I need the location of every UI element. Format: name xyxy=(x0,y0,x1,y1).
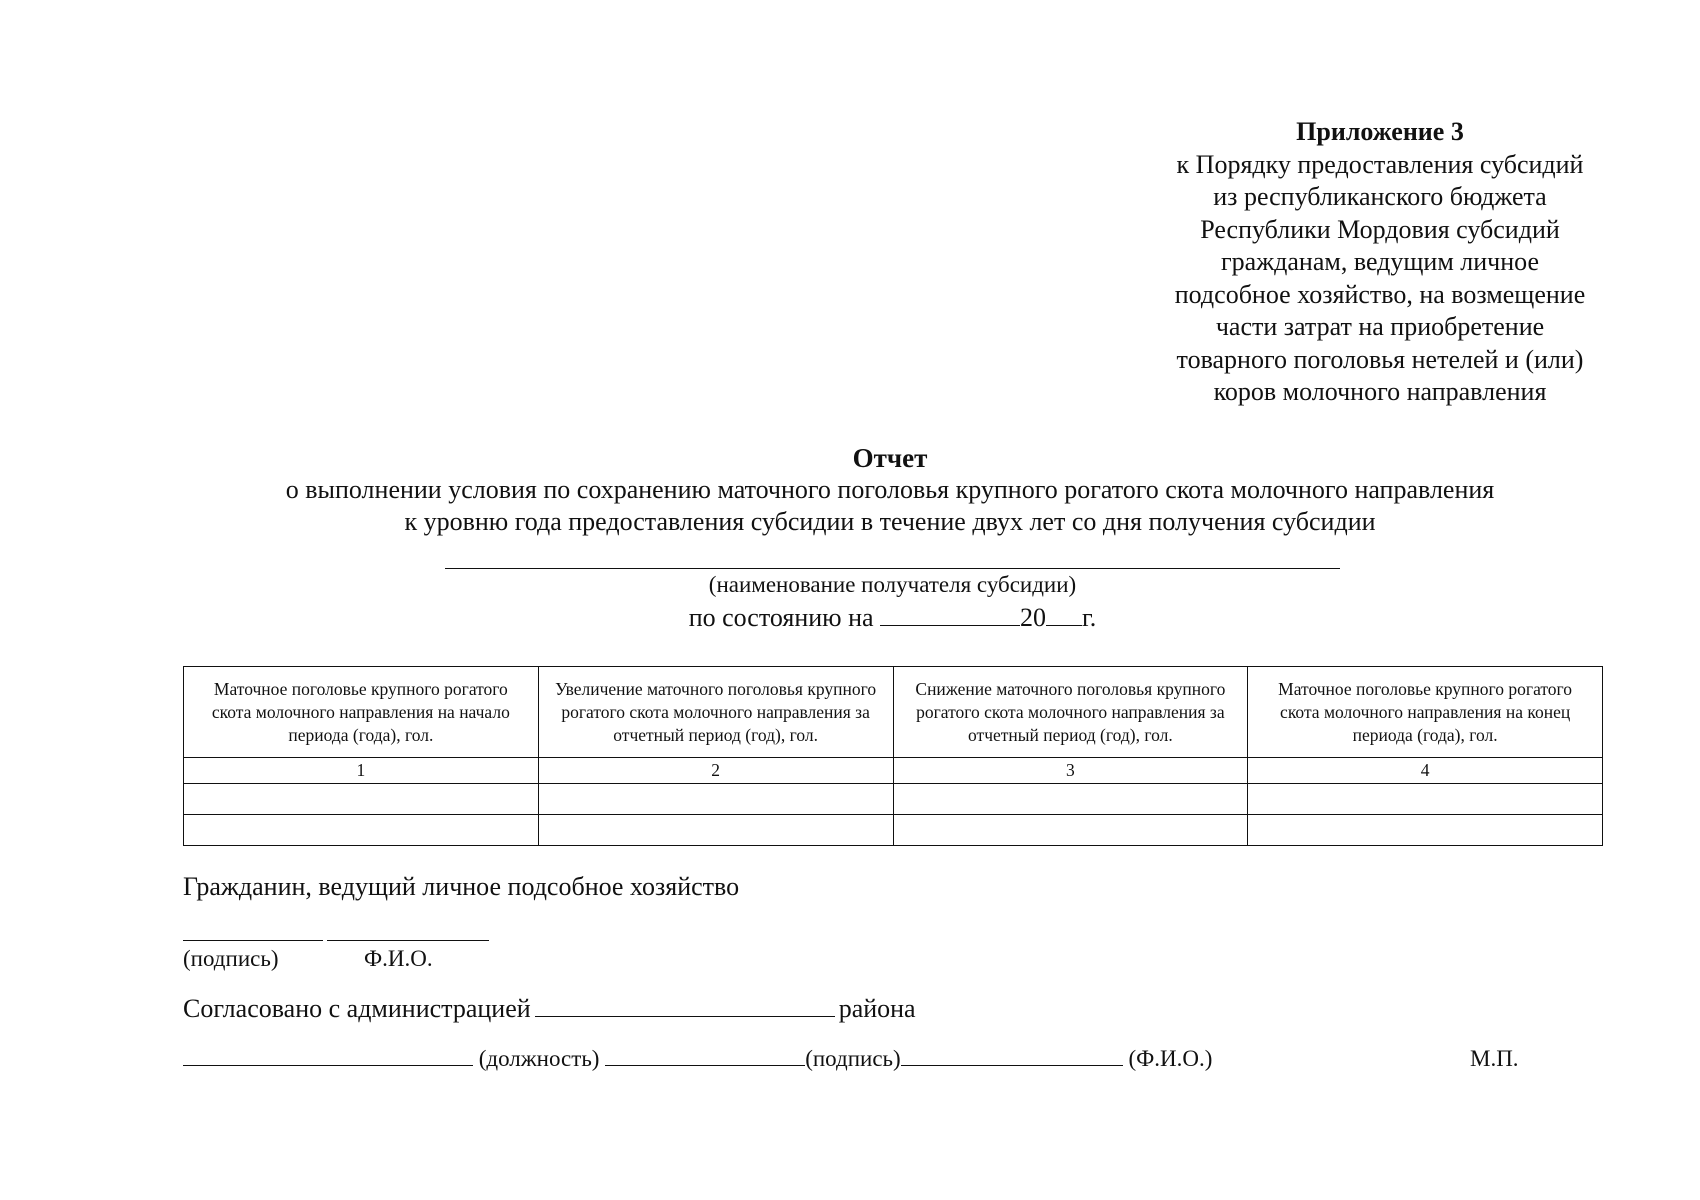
table-cell[interactable] xyxy=(538,784,893,815)
citizen-signature-line[interactable] xyxy=(183,940,323,941)
table-cell[interactable] xyxy=(1248,784,1603,815)
table-cell[interactable] xyxy=(893,815,1248,846)
position-caption: (должность) xyxy=(478,1046,600,1071)
agreement-row xyxy=(183,994,916,1024)
column-header: Маточное поголовье крупного рогатого скота молочного направления на начало периода (года), гол. xyxy=(184,667,539,758)
table-row xyxy=(184,784,1603,815)
column-header: Маточное поголовье крупного рогатого скота молочного направления на конец периода (года), гол. xyxy=(1248,667,1603,758)
recipient-caption: (наименование получателя субсидии) xyxy=(708,572,1077,597)
table-cell[interactable] xyxy=(538,815,893,846)
column-number: 3 xyxy=(893,758,1248,784)
column-header: Увеличение маточного поголовья крупного рогатого скота молочного направления за отчетный период (год), гол. xyxy=(538,667,893,758)
fio-caption: Ф.И.О. xyxy=(364,946,433,971)
column-number-row xyxy=(184,758,1603,784)
position-blank[interactable] xyxy=(183,1047,473,1066)
column-number: 1 xyxy=(184,758,539,784)
table-row xyxy=(184,815,1603,846)
district-label: района xyxy=(838,994,916,1023)
official-signature-blank[interactable] xyxy=(605,1047,805,1066)
recipient-name-line[interactable] xyxy=(445,568,1340,569)
official-fio-blank[interactable] xyxy=(901,1047,1123,1066)
year-blank[interactable] xyxy=(1046,603,1082,626)
table-header-row xyxy=(184,667,1603,758)
report-subtitle-line-2: к уровню года предоставления субсидии в течение двух лет со дня получения субсидии xyxy=(404,507,1376,536)
column-header: Снижение маточного поголовья крупного рогатого скота молочного направления за отчетный период (год), гол. xyxy=(893,667,1248,758)
table-cell[interactable] xyxy=(184,784,539,815)
appendix-title: Приложение 3 xyxy=(1296,117,1464,146)
report-heading xyxy=(140,442,1640,538)
year-suffix: г. xyxy=(1082,603,1097,632)
livestock-table xyxy=(183,666,1603,846)
table-cell[interactable] xyxy=(184,815,539,846)
as-of-date-row xyxy=(445,603,1340,633)
report-subtitle-line-1: о выполнении условия по сохранению маточного поголовья крупного рогатого скота молочного направления xyxy=(285,475,1495,504)
as-of-label: по состоянию на xyxy=(688,603,874,632)
appendix-line: Республики Мордовия субсидий xyxy=(1200,214,1560,244)
appendix-line: гражданам, ведущим личное xyxy=(1220,247,1540,276)
district-blank[interactable] xyxy=(535,994,835,1017)
appendix-line: из республиканского бюджета xyxy=(1213,182,1547,211)
agreed-label: Согласовано с администрацией xyxy=(183,994,531,1023)
appendix-line: части затрат на приобретение xyxy=(1215,312,1545,341)
column-number: 4 xyxy=(1248,758,1603,784)
official-fio-caption: (Ф.И.О.) xyxy=(1128,1046,1213,1071)
signature-caption: (подпись) xyxy=(183,946,279,971)
appendix-line: подсобное хозяйство, на возмещение xyxy=(1174,279,1586,309)
column-number: 2 xyxy=(538,758,893,784)
table-cell[interactable] xyxy=(893,784,1248,815)
appendix-line: к Порядку предоставления субсидий xyxy=(1176,149,1584,179)
table-cell[interactable] xyxy=(1248,815,1603,846)
appendix-line: товарного поголовья нетелей и (или) xyxy=(1176,344,1584,374)
stamp-label: М.П. xyxy=(1470,1046,1519,1071)
official-signature-row xyxy=(183,1046,1212,1072)
citizen-label: Гражданин, ведущий личное подсобное хозяйство xyxy=(183,872,740,901)
date-blank[interactable] xyxy=(880,603,1020,626)
year-prefix: 20 xyxy=(1020,603,1047,632)
report-title: Отчет xyxy=(852,443,928,473)
official-signature-caption: (подпись) xyxy=(805,1046,901,1071)
appendix-line: коров молочного направления xyxy=(1213,377,1547,406)
citizen-fio-line[interactable] xyxy=(327,940,489,941)
appendix-block xyxy=(1120,116,1640,409)
